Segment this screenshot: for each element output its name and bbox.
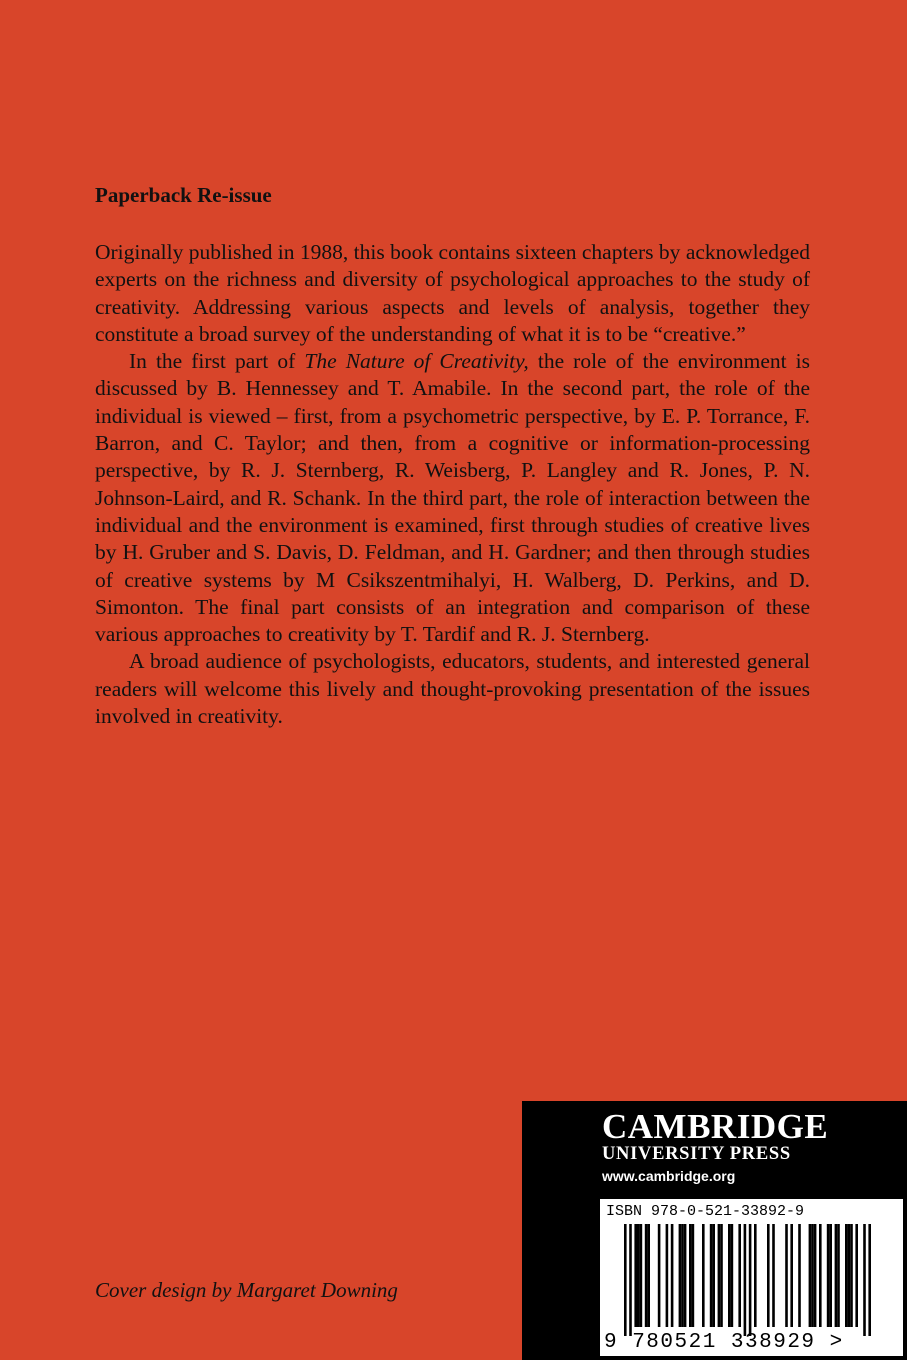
barcode-bar [731, 1224, 734, 1327]
paragraph-3-text: A broad audience of psychologists, educators, students, and interested general readers will welcome this lively and thought-provoking presentation of the issues involved in creativity. [95, 649, 810, 729]
barcode-bar [835, 1224, 838, 1327]
barcode-bar [666, 1224, 669, 1327]
barcode-bar [767, 1224, 770, 1327]
paragraph-1-text: Originally published in 1988, this book contains sixteen chapters by acknowledged experts on the richness and diversity of psychological approaches to the study of creativity. Addressing various aspects and levels of analysis, together they constitute a broad survey of the understanding of what it is to be “creative.” [95, 240, 810, 346]
section-heading: Paperback Re-issue [95, 183, 272, 207]
barcode-bar [634, 1224, 637, 1327]
blurb-paragraph-1 [95, 239, 810, 348]
barcode-bar [868, 1224, 871, 1336]
cover-design-credit: Cover design by Margaret Downing [95, 1278, 398, 1302]
barcode-bar [749, 1224, 752, 1336]
barcode-bar [790, 1224, 793, 1327]
barcode-bar [710, 1224, 713, 1327]
barcode-bar [772, 1224, 775, 1327]
barcode-bar [827, 1224, 830, 1327]
barcode-bar [671, 1224, 674, 1327]
barcode-bar [637, 1224, 640, 1327]
barcode-bar [814, 1224, 817, 1327]
barcode-bar [829, 1224, 832, 1327]
barcode-bar [689, 1224, 692, 1327]
barcode-bar [738, 1224, 741, 1327]
barcode-bar [679, 1224, 682, 1327]
barcode-bar [809, 1224, 812, 1327]
paragraph-2-text-before: In the first part of [129, 349, 305, 374]
barcode-bar [819, 1224, 822, 1327]
barcode-bar [629, 1224, 632, 1336]
blurb-paragraph-2 [95, 348, 810, 648]
barcode-bar [645, 1224, 648, 1327]
barcode-bar [845, 1224, 848, 1327]
barcode-bar [811, 1224, 814, 1327]
barcode-bar [624, 1224, 627, 1336]
barcode-bar [647, 1224, 650, 1327]
barcode-bar [744, 1224, 747, 1336]
publisher-url: www.cambridge.org [602, 1168, 736, 1184]
barcode-bar [684, 1224, 687, 1327]
barcode-bar [850, 1224, 853, 1327]
barcode-bar [728, 1224, 731, 1327]
isbn-label: ISBN 978-0-521-33892-9 [606, 1203, 805, 1220]
back-cover-blurb [95, 239, 810, 730]
barcode-bar [681, 1224, 684, 1327]
barcode-panel [600, 1199, 903, 1356]
barcode-bar [640, 1224, 643, 1327]
barcode-bar [692, 1224, 695, 1327]
publisher-subtitle: UNIVERSITY PRESS [602, 1144, 791, 1164]
barcode-bar [785, 1224, 788, 1327]
barcode-bar [658, 1224, 661, 1327]
barcode-bar [754, 1224, 757, 1327]
barcode-bar [855, 1224, 858, 1327]
blurb-paragraph-3 [95, 648, 810, 730]
barcode-bar [702, 1224, 705, 1327]
publisher-block [522, 1101, 907, 1360]
barcode-bar [848, 1224, 851, 1327]
barcode-bar [720, 1224, 723, 1327]
paragraph-2-text-after: the role of the environment is discussed by B. Hennessey and T. Amabile. In the second part, the role of the individual is viewed – first, from a psychometric perspective, by E. P. Torrance, F. Barron, and C. Taylor; and then, from a cognitive or information-processing perspective, by R. J. Sternberg, R. Weisberg, P. Langley and R. Jones, P. N. Johnson-Laird, and R. Schank. In the third part, the role of interaction between the individual and the environment is examined, first through studies of creative lives by H. Gruber and S. Davis, D. Feldman, and H. Gardner; and then through studies of creative systems by M Csikszentmihalyi, H. Walberg, D. Perkins, and D. Simonton. The final part consists of an integration and comparison of these various approaches to creativity by T. Tardif and R. J. Sternberg. [95, 349, 810, 647]
barcode-bar [798, 1224, 801, 1327]
barcode-bar [712, 1224, 715, 1327]
barcode-bar [718, 1224, 721, 1327]
publisher-name: CAMBRIDGE [602, 1107, 829, 1146]
barcode-bar [863, 1224, 866, 1336]
book-title: The Nature of Creativity, [304, 349, 529, 374]
barcode-bar [837, 1224, 840, 1327]
barcode-digits: 9 780521 338929 > [604, 1331, 844, 1354]
